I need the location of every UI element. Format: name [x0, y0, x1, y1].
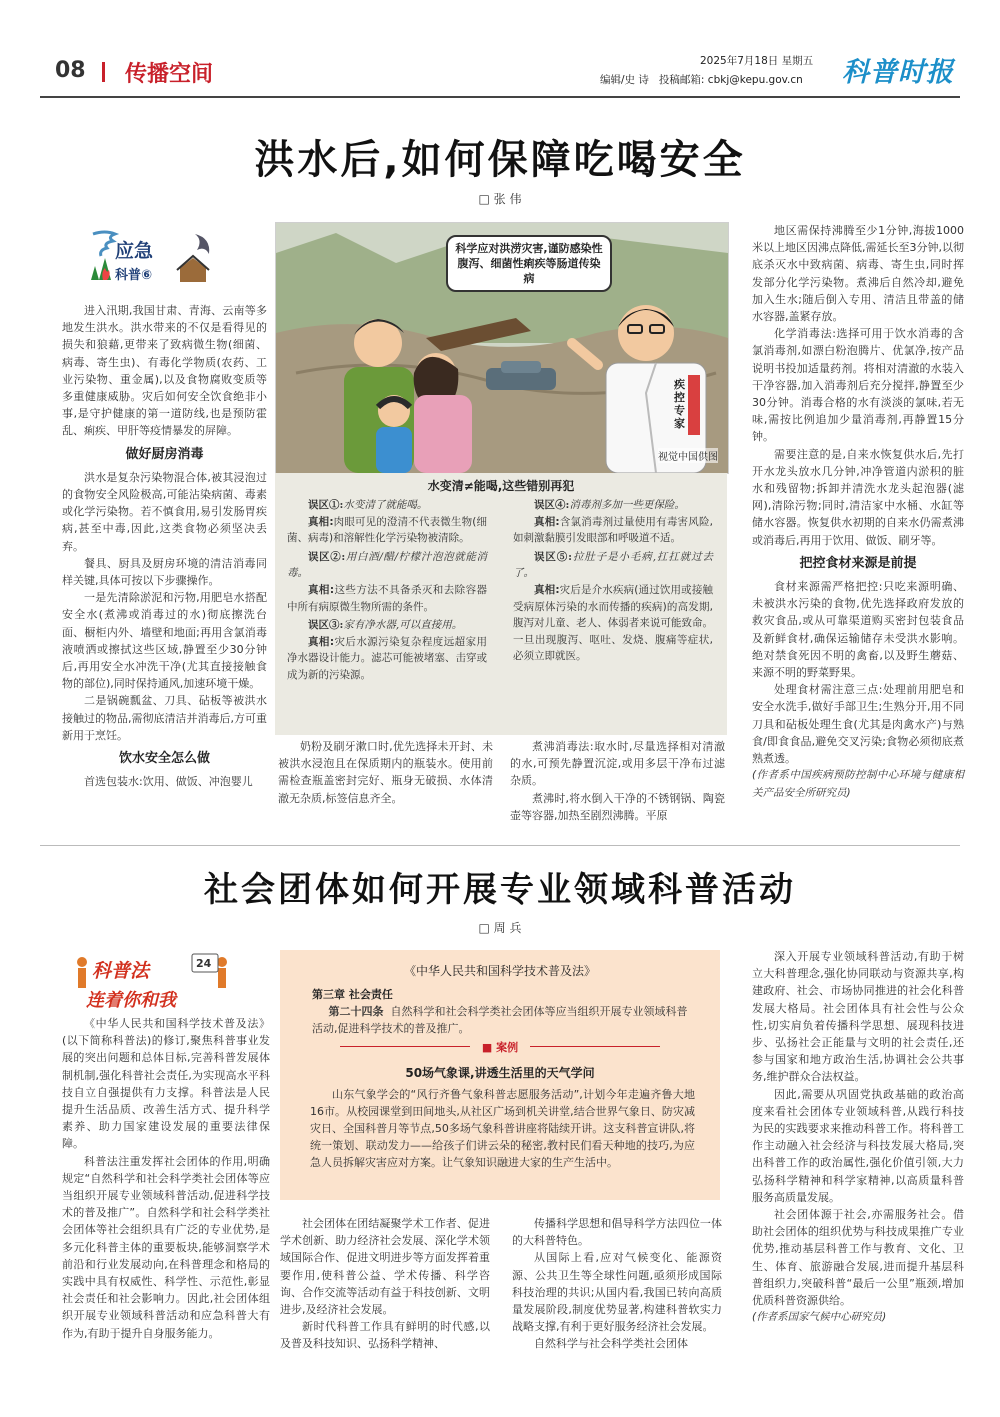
- myth-column-left: [287, 497, 487, 686]
- myth-label: 误区③:: [308, 619, 344, 632]
- article-divider: [40, 845, 960, 846]
- badge1-line1: 应急: [115, 240, 154, 262]
- truth-text: 这些方法不具备杀灭和去除容器中所有病原微生物所需的条件。: [287, 583, 488, 613]
- myth-box: [275, 473, 727, 735]
- paragraph: 二是锅碗瓢盆、刀具、砧板等被洪水接触过的物品,需彻底清洁并消毒后,方可重新用于烹饪。: [62, 694, 267, 742]
- myth-item: [287, 617, 487, 634]
- case-label-text: 案例: [496, 1041, 519, 1054]
- badge1-number: ⑥: [141, 268, 153, 283]
- truth-item: [287, 514, 487, 547]
- paragraph: 处理食材需注意三点:处理前用肥皂和安全水洗手,做好手部卫生;生熟分开,用不同刀具和砧板处理生食(尤其是肉禽水产)与熟食/即食食品,避免交叉污染;食物必须彻底煮熟煮透。: [752, 683, 964, 766]
- paragraph: 自然科学与社会科学类社会团体: [534, 1337, 688, 1351]
- law-article-text: 自然科学和社会科学类社会团体等应当组织开展专业领域科普活动,促进科学技术的普及推广。: [312, 1005, 688, 1035]
- myth-text: 家有净水器,可以直接用。: [343, 619, 463, 632]
- truth-item: [287, 582, 487, 615]
- paragraph: 食材来源需严格把控:只吃来源明确、未被洪水污染的食物,优先选择政府发放的救灾食品,或从可靠渠道购买密封包装食品及新鲜食材,确保运输储存未受洪水影响。绝对禁食死因不明的禽畜,以及野生蘑菇、来源不明的野菜野果。: [752, 580, 964, 680]
- law-article: [312, 1003, 697, 1037]
- emergency-science-badge: [85, 228, 215, 290]
- author-note: (作者系国家气候中心研究员): [752, 1311, 887, 1324]
- page-number: 08: [55, 58, 86, 83]
- article1-column-4: [752, 222, 964, 802]
- paragraph: 需要注意的是,自来水恢复供水后,先打开水龙头放水几分钟,冲净管道内淤积的脏水和残留物;拆卸并清洗水龙头起泡器(滤网),清除污物;同时,清洁家中水桶、水缸等储水容器。恢复供水初期的自来水仍需煮沸或消毒后,再用于饮用、做饭、刷牙等。: [752, 447, 964, 547]
- case-title: 50场气象课,讲透生活里的天气学问: [405, 1066, 595, 1080]
- badge2-number: 24: [196, 957, 212, 970]
- paragraph: 新时代科普工作具有鲜明的时代感,以及普及科技知识、弘扬科学精神、: [280, 1320, 490, 1351]
- photo-credit: 视觉中国供图: [658, 448, 718, 463]
- header-rule: [40, 96, 960, 98]
- article2-title: 社会团体如何开展专业领域科普活动: [204, 870, 796, 910]
- article2-column-4: [752, 948, 964, 1326]
- paragraph: 传播科学思想和倡导科学方法四位一体的大科普特色。: [512, 1217, 722, 1248]
- article1-title: 洪水后,如何保障吃喝安全: [254, 137, 746, 183]
- truth-item: [513, 582, 713, 665]
- truth-text: 灾后水源污染复杂程度远超家用净水器设计能力。滤芯可能被堵塞、击穿或成为新的污染源。: [287, 635, 488, 681]
- myth-text: 水变清了就能喝。: [343, 499, 428, 511]
- article2-column-1: [62, 1015, 270, 1342]
- case-label: ■ 案例: [481, 1041, 519, 1054]
- paragraph: 深入开展专业领域科普活动,有助于树立大科普理念,强化协同联动与资源共享,构建政府、社会、市场协同推进的社会化科普发展大格局。社会团体具有社会性与公众性,切实肩负着传播科学思想、展现科技进步、弘扬社会正能量与文明的社会责任,还参与国家和地方政治生活,协调社会公共事务,维护群众合法权益。: [752, 950, 964, 1084]
- truth-label: 真相:: [534, 583, 560, 596]
- paragraph: 科普法注重发挥社会团体的作用,明确规定“自然科学和社会科学类社会团体等应当组织开展专业领域科普活动,促进科学技术的普及推广”。自然科学和社会科学类社会团体等社会组织具有广泛的专业优势,是多元化科普主体的重要板块,能够洞察学术前沿和行业发展动向,在科普理念和格局的实践中具有权威性、科学性、示范性,彰显社会责任和社会影响力。因此,社会团体组织开展专业领域科普活动和应急科普大有作为,有助于提升自身服务能力。: [62, 1154, 270, 1340]
- header-separator: [102, 62, 105, 82]
- subheading: 饮水安全怎么做: [118, 751, 210, 767]
- myth-text: 用白酒/醋/柠檬汁泡泡就能消毒。: [287, 550, 487, 580]
- email[interactable]: cbkj@kepu.gov.cn: [707, 74, 803, 86]
- paragraph: 地区需保持沸腾至少1分钟,海拔1000米以上地区因沸点降低,需延长至3分钟,以彻底杀灭水中致病菌、病毒、寄生虫,同时挥发部分化学污染物。煮沸后自然冷却,避免加入生水;随后倒入专用、清洁且带盖的储水容器,盖紧存放。: [752, 224, 964, 324]
- myth-label: 误区①:: [308, 499, 344, 511]
- truth-item: [287, 634, 487, 684]
- myth-text: 拉肚子是小毛病,扛扛就过去了。: [513, 550, 713, 580]
- article1-byline: □ 张 伟: [478, 192, 522, 206]
- issue-date: 2025年7月18日 星期五: [700, 55, 814, 67]
- author-note: (作者系中国疾病预防控制中心环境与健康相关产品安全所研究员): [752, 769, 964, 799]
- law-title: 《中华人民共和国科学技术普及法》: [403, 964, 596, 978]
- section-title: 传播空间: [125, 62, 214, 87]
- law-box: [280, 950, 720, 1200]
- illustration-flood: [275, 222, 729, 474]
- paragraph: 奶粉及刷牙漱口时,优先选择未开封、未被洪水浸泡且在保质期内的瓶装水。使用前需检查瓶盖密封完好、瓶身无破损、水体清澈无杂质,标签信息齐全。: [278, 740, 493, 805]
- myth-item: [513, 497, 713, 514]
- truth-text: 含氯消毒剂过量使用有毒害风险,如刺激黏膜引发眼部和呼吸道不适。: [513, 515, 713, 545]
- myth-item: [287, 497, 487, 514]
- newspaper-logo: 科普时报: [842, 57, 954, 88]
- subheading: 把控食材来源是前提: [799, 555, 917, 571]
- truth-label: 真相:: [534, 515, 560, 528]
- myth-label: 误区②:: [308, 550, 346, 563]
- paragraph: 社会团体源于社会,亦需服务社会。借助社会团体的组织优势与科技成果推广专业优势,推动基层科普工作与教育、文化、卫生、体育、旅游融合发展,进而提升基层科普组织力,突破科普“最后一公里”瓶颈,增加优质科普资源供给。: [752, 1208, 964, 1308]
- editor: 编辑/史 诗: [600, 74, 649, 86]
- article2-column-3: [512, 1215, 722, 1353]
- paragraph: 《中华人民共和国科学技术普及法》(以下简称科普法)的修订,聚焦科普事业发展的突出问题和总体目标,完善科普发展体制机制,强化科普社会责任,为实现高水平科技自立自强提供有力支撑。科普法是人民提升生活品质、改善生活方式、提升科学素养、助力国家建设发展的重要法律保障。: [62, 1017, 270, 1151]
- myth-label: 误区⑤:: [534, 550, 573, 563]
- speech-bubble: 科学应对洪涝灾害,谨防感染性腹泻、细菌性痢疾等肠道传染病: [446, 235, 612, 292]
- truth-text: 灾后是介水疾病(通过饮用或接触受病原体污染的水而传播的疾病)的高发期,腹泻对儿童、老人、体弱者来说可能致命。一旦出现腹泻、呕吐、发烧、腹痛等症状,必须立即就医。: [513, 583, 713, 663]
- myth-label: 误区④:: [534, 499, 570, 511]
- paragraph: 因此,需要从巩固党执政基础的政治高度来看社会团体专业领域科普,从践行科技为民的实践要求来推动科普工作。将科普工作主动融入社会经济与科技发展大格局,突出科普工作的政治属性,强化价值引领,大力弘扬科学精神和科学家精神,以高质量科普服务高质量发展。: [752, 1087, 964, 1204]
- paragraph: 餐具、厨具及厨房环境的清洁消毒同样关键,具体可按以下步骤操作。: [62, 556, 267, 588]
- paragraph: 首选包装水:饮用、做饭、冲泡婴儿: [84, 775, 253, 789]
- case-body: 山东气象学会的“风行齐鲁气象科普志愿服务活动”,计划今年走遍齐鲁大地16市。从校园课堂到田间地头,从社区广场到机关讲堂,结合世界气象日、防灾减灾日、全国科普月等节点,50多场气象科普讲座将陆续开讲。这支科普宣讲队,将统一策划、联动发力——给孩子们讲云朵的秘密,教村民们看天种地的技巧,为应急人员拆解灾害应对方案。让气象知识融进大家的生产生活中。: [310, 1088, 695, 1169]
- article2-column-2: [280, 1215, 490, 1353]
- article1-column-2: [278, 738, 493, 807]
- article1-column-3: [510, 738, 725, 824]
- badge1-label: 科普: [115, 268, 142, 283]
- badge2-line1: 科普法: [92, 960, 150, 982]
- myth-item: [287, 549, 487, 582]
- myth-box-title: 水变清≠能喝,这些错别再犯: [427, 479, 575, 493]
- article1-column-1: [62, 302, 267, 790]
- science-law-badge: [72, 950, 232, 1012]
- myth-column-right: [513, 497, 713, 667]
- badge1-line2: [115, 264, 152, 283]
- paragraph: 进入汛期,我国甘肃、青海、云南等多地发生洪水。洪水带来的不仅是看得见的损失和狼藉,更带来了致病微生物(细菌、病毒、寄生虫)、有毒化学物质(农药、工业污染物、重金属),以及食物腐败变质等多重健康威胁。灾后如何安全饮食绝非小事,是守护健康的第一道防线,也是预防霍乱、痢疾、甲肝等疫情暴发的屏障。: [62, 304, 267, 438]
- paragraph: 煮沸时,将水倒入干净的不锈钢锅、陶瓷壶等容器,加热至剧烈沸腾。平原: [510, 791, 725, 822]
- paragraph: 社会团体在团结凝聚学术工作者、促进学术创新、助力经济社会发展、深化学术领域国际合作、促进文明进步等方面发挥着重要作用,使科普公益、学术传播、科学咨询、合作交流等活动有益于科技创新、文明进步,及经济社会发展。: [280, 1217, 490, 1317]
- editor-line: [600, 72, 803, 87]
- truth-text: 肉眼可见的澄清不代表微生物(细菌、病毒)和溶解性化学污染物被清除。: [287, 515, 487, 545]
- doctor-tag: 疾控专家: [674, 378, 685, 430]
- badge2-line2: 连着你和我: [86, 990, 176, 1011]
- paragraph: 从国际上看,应对气候变化、能源资源、公共卫生等全球性问题,亟须形成国际科技治理的共识;从国内看,我国已转向高质量发展阶段,制度优势显著,构建科普软实力战略支撑,有利于更好服务经济社会发展。: [512, 1251, 722, 1334]
- myth-item: [513, 549, 713, 582]
- paragraph: 一是先清除淤泥和污物,用肥皂水搭配安全水(煮沸或消毒过的水)彻底擦洗台面、橱柜内外、墙壁和地面;再用含氯消毒液喷洒或擦拭这些区域,静置至少30分钟后,再用安全水冲洗干净(尤其直接接触食物的部位),同时保持通风,加速环境干燥。: [62, 591, 267, 691]
- myth-text: 消毒剂多加一些更保险。: [569, 499, 685, 511]
- law-article-label: 第二十四条: [328, 1005, 384, 1018]
- truth-label: 真相:: [308, 515, 334, 528]
- truth-item: [513, 514, 713, 547]
- law-chapter: 第三章 社会责任: [312, 988, 393, 1001]
- article2-byline: □ 周 兵: [478, 921, 522, 935]
- subheading: 做好厨房消毒: [125, 446, 204, 462]
- email-label: 投稿邮箱:: [658, 74, 705, 86]
- paragraph: 洪水是复杂污染物混合体,被其浸泡过的食物安全风险极高,可能沾染病菌、毒素或化学污染物。若不慎食用,易引发肠胃疾病,甚至中毒,因此,这类食物必须坚决丢弃。: [62, 470, 267, 553]
- paragraph: 煮沸消毒法:取水时,尽量选择相对清澈的水,可预先静置沉淀,或用多层干净布过滤杂质。: [510, 740, 725, 788]
- truth-label: 真相:: [308, 635, 335, 648]
- truth-label: 真相:: [308, 583, 335, 596]
- paragraph: 化学消毒法:选择可用于饮水消毒的含氯消毒剂,如漂白粉泡腾片、优氯净,按产品说明书投加适量药剂。将相对清澈的水装入干净容器,加入消毒剂后充分搅拌,静置至少30分钟。消毒合格的水有淡淡的氯味,若无味,需按比例追加少量消毒剂,再静置15分钟。: [752, 327, 964, 444]
